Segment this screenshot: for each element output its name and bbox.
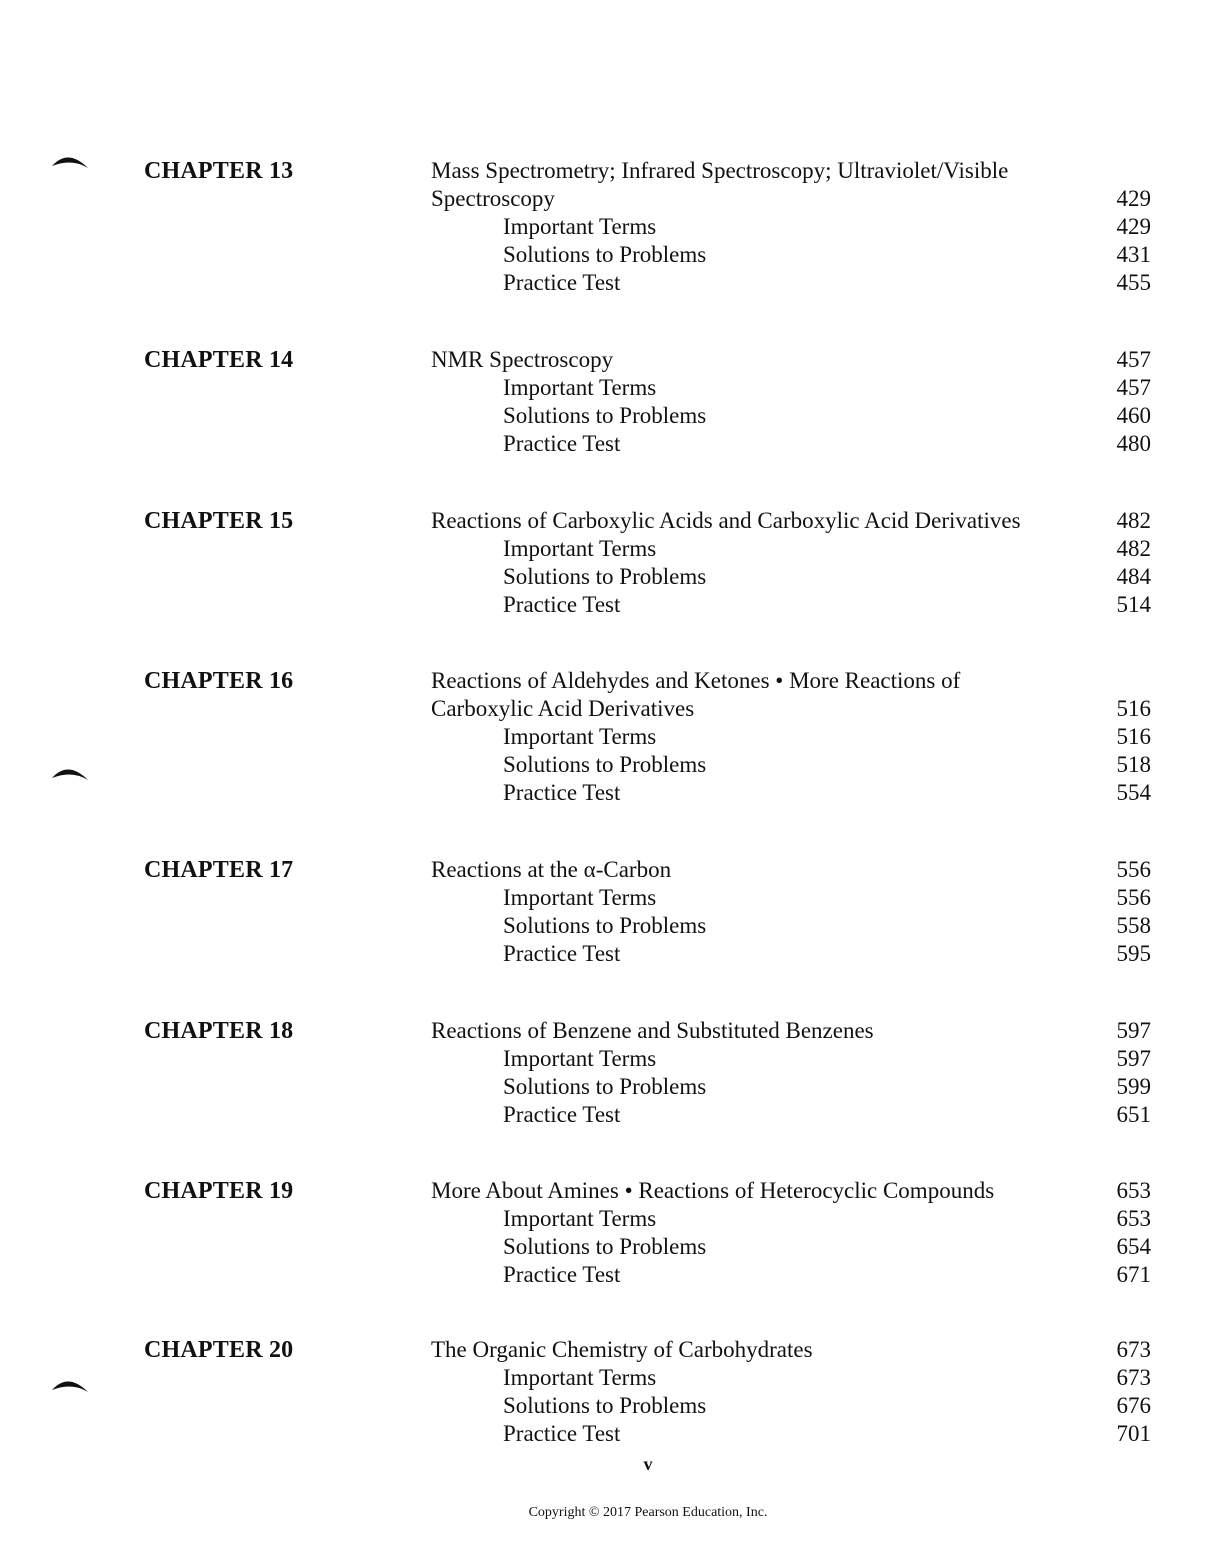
page-number: 482 bbox=[1116, 536, 1151, 561]
chapter-entries bbox=[431, 1177, 1151, 1289]
page-number: 514 bbox=[1116, 592, 1151, 617]
page-number: 558 bbox=[1116, 913, 1151, 938]
page-number: 480 bbox=[1116, 431, 1151, 456]
toc-section: Practice Test 701 bbox=[503, 1421, 1151, 1446]
page-number: 676 bbox=[1116, 1393, 1151, 1418]
chapter-entries bbox=[431, 507, 1151, 619]
page-number: 597 bbox=[1116, 1018, 1151, 1043]
page-folio: v bbox=[643, 1454, 653, 1474]
page-number: 673 bbox=[1116, 1337, 1151, 1362]
page-number: 671 bbox=[1116, 1262, 1151, 1287]
page-number: 595 bbox=[1116, 941, 1151, 966]
page-number: 457 bbox=[1116, 375, 1151, 400]
toc-section: Important Terms 556 bbox=[503, 885, 1151, 910]
toc-section: Important Terms 516 bbox=[503, 724, 1151, 749]
chapter-title: Mass Spectrometry; Infrared Spectroscopy; Ultraviolet/Visible bbox=[431, 158, 1009, 183]
binder-hole-icon bbox=[50, 762, 90, 782]
page-number: 673 bbox=[1116, 1365, 1151, 1390]
chapter-entries bbox=[431, 346, 1151, 458]
toc-section: Practice Test 554 bbox=[503, 780, 1151, 805]
page-number: 518 bbox=[1116, 752, 1151, 777]
page-number: 701 bbox=[1116, 1421, 1151, 1446]
chapter-entries bbox=[431, 667, 1151, 807]
chapter-label: CHAPTER 20 bbox=[144, 1337, 294, 1363]
chapter-entries bbox=[431, 1336, 1151, 1448]
toc-section: Practice Test 455 bbox=[503, 270, 1151, 295]
toc-section: Solutions to Problems 676 bbox=[503, 1393, 1151, 1418]
page-number: 516 bbox=[1116, 696, 1151, 721]
chapter-label: CHAPTER 17 bbox=[144, 857, 294, 883]
toc-section: Solutions to Problems 431 bbox=[503, 242, 1151, 267]
page-number: 516 bbox=[1116, 724, 1151, 749]
page-number: 654 bbox=[1116, 1234, 1151, 1259]
chapter-label: CHAPTER 14 bbox=[144, 347, 294, 373]
page-number: 482 bbox=[1116, 508, 1151, 533]
page-number: 556 bbox=[1116, 885, 1151, 910]
chapter-title: The Organic Chemistry of Carbohydrates 673 bbox=[431, 1337, 1151, 1362]
chapter-entries bbox=[431, 157, 1151, 297]
page-number: 455 bbox=[1116, 270, 1151, 295]
page-number: 429 bbox=[1116, 186, 1151, 211]
page-number: 457 bbox=[1116, 347, 1151, 372]
toc-section: Solutions to Problems 518 bbox=[503, 752, 1151, 777]
page-number: 599 bbox=[1116, 1074, 1151, 1099]
toc-section: Important Terms 457 bbox=[503, 375, 1151, 400]
toc-section: Solutions to Problems 460 bbox=[503, 403, 1151, 428]
chapter-title: NMR Spectroscopy 457 bbox=[431, 347, 1151, 372]
page-number: 556 bbox=[1116, 857, 1151, 882]
chapter-title: Carboxylic Acid Derivatives 516 bbox=[431, 696, 1151, 721]
chapter-title: Reactions at the α-Carbon 556 bbox=[431, 857, 1151, 882]
chapter-title: Spectroscopy 429 bbox=[431, 186, 1151, 211]
page-number: 554 bbox=[1116, 780, 1151, 805]
page-number: 460 bbox=[1116, 403, 1151, 428]
chapter-entries bbox=[431, 856, 1151, 968]
toc-section: Solutions to Problems 484 bbox=[503, 564, 1151, 589]
toc-section: Important Terms 673 bbox=[503, 1365, 1151, 1390]
chapter-label: CHAPTER 18 bbox=[144, 1018, 294, 1044]
page-number: 431 bbox=[1116, 242, 1151, 267]
toc-section: Important Terms 429 bbox=[503, 214, 1151, 239]
chapter-label: CHAPTER 15 bbox=[144, 508, 294, 534]
toc-section: Important Terms 482 bbox=[503, 536, 1151, 561]
page-number: 653 bbox=[1116, 1206, 1151, 1231]
chapter-label: CHAPTER 13 bbox=[144, 158, 294, 184]
toc-section: Solutions to Problems 654 bbox=[503, 1234, 1151, 1259]
page-number: 651 bbox=[1116, 1102, 1151, 1127]
toc-section: Practice Test 514 bbox=[503, 592, 1151, 617]
page-number: 484 bbox=[1116, 564, 1151, 589]
toc-section: Practice Test 651 bbox=[503, 1102, 1151, 1127]
chapter-title: Reactions of Aldehydes and Ketones • More Reactions of bbox=[431, 668, 961, 693]
page-number: 429 bbox=[1116, 214, 1151, 239]
toc-section: Important Terms 653 bbox=[503, 1206, 1151, 1231]
binder-hole-icon bbox=[50, 150, 90, 170]
chapter-title: More About Amines • Reactions of Heterocyclic Compounds 653 bbox=[431, 1178, 1151, 1203]
copyright-notice: Copyright © 2017 Pearson Education, Inc. bbox=[528, 1505, 768, 1520]
toc-section: Solutions to Problems 599 bbox=[503, 1074, 1151, 1099]
toc-section: Practice Test 595 bbox=[503, 941, 1151, 966]
toc-section: Solutions to Problems 558 bbox=[503, 913, 1151, 938]
page-number: 653 bbox=[1116, 1178, 1151, 1203]
toc-section: Practice Test 671 bbox=[503, 1262, 1151, 1287]
chapter-label: CHAPTER 19 bbox=[144, 1178, 294, 1204]
chapter-entries bbox=[431, 1017, 1151, 1129]
toc-section: Important Terms 597 bbox=[503, 1046, 1151, 1071]
page-number: 597 bbox=[1116, 1046, 1151, 1071]
chapter-title: Reactions of Benzene and Substituted Benzenes 597 bbox=[431, 1018, 1151, 1043]
binder-hole-icon bbox=[50, 1374, 90, 1394]
chapter-label: CHAPTER 16 bbox=[144, 668, 294, 694]
chapter-title: Reactions of Carboxylic Acids and Carboxylic Acid Derivatives 482 bbox=[431, 508, 1151, 533]
toc-section: Practice Test 480 bbox=[503, 431, 1151, 456]
